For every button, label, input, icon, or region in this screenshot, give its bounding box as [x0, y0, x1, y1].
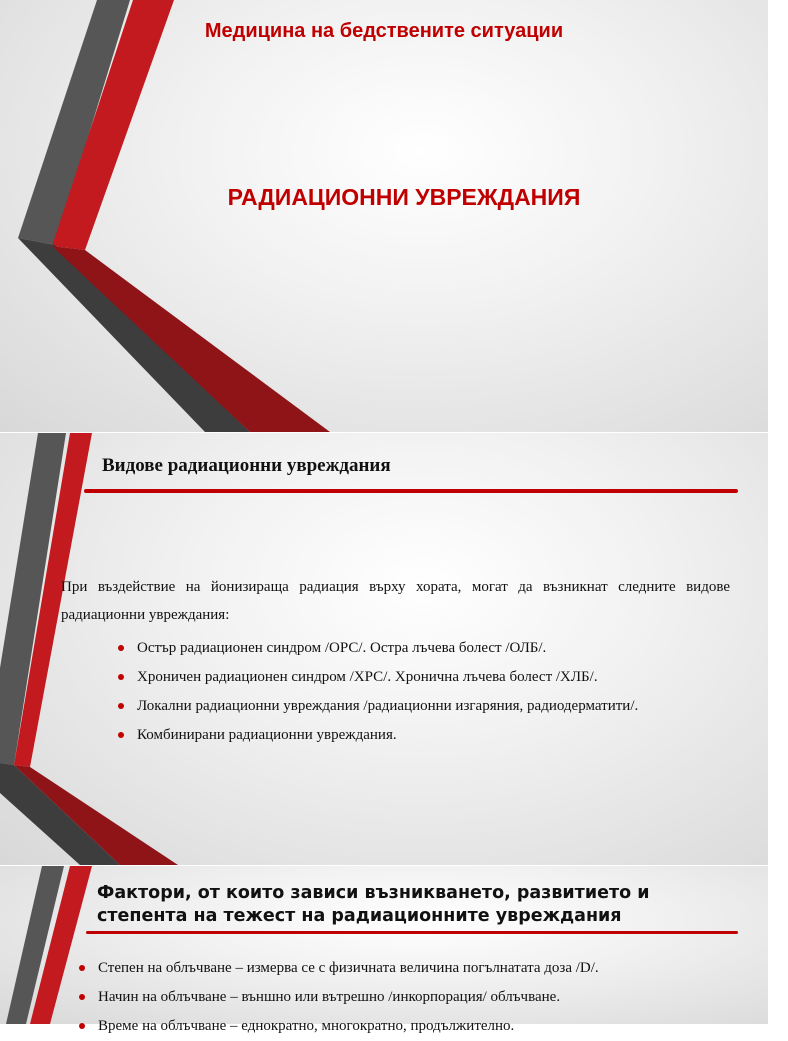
list-item: Локални радиационни увреждания /радиационни изгаряния, радиодерматити/.	[118, 692, 638, 721]
bullet-icon	[79, 1023, 85, 1029]
bullet-icon	[79, 965, 85, 971]
bullet-icon	[118, 703, 124, 709]
list-item: Комбинирани радиационни увреждания.	[118, 721, 638, 750]
list-item: Хроничен радиационен синдром /ХРС/. Хронична лъчева болест /ХЛБ/.	[118, 663, 638, 692]
list-item: Време на облъчване – еднократно, многократно, продължително.	[79, 1012, 599, 1041]
heading-underline	[84, 489, 738, 493]
decorative-stripes	[0, 0, 768, 432]
list-item: Начин на облъчване – външно или вътрешно /инкорпорация/ облъчване.	[79, 983, 599, 1012]
bullet-icon	[118, 645, 124, 651]
slide-heading	[97, 882, 649, 928]
bullet-icon	[118, 732, 124, 738]
bullet-icon	[118, 674, 124, 680]
heading-line-2: степента на тежест на радиационните увреждания	[97, 906, 622, 926]
slide-title	[0, 0, 768, 432]
list-item: Остър радиационен синдром /ОРС/. Остра лъчева болест /ОЛБ/.	[118, 634, 638, 663]
bullet-icon	[79, 994, 85, 1000]
bullet-list	[79, 954, 599, 1041]
slide-factors	[0, 866, 768, 1034]
heading-line-1: Фактори, от които зависи възникването, развитието и	[97, 883, 650, 903]
slide-subtitle: Медицина на бедствените ситуации	[204, 20, 564, 42]
slide-heading: Видове радиационни увреждания	[102, 455, 391, 476]
slide-title-heading: РАДИАЦИОННИ УВРЕЖДАНИЯ	[227, 184, 581, 210]
intro-paragraph: При въздействие на йонизираща радиация върху хората, могат да възникнат следните видове радиационни увреждания:	[61, 579, 730, 623]
bullet-list	[118, 634, 638, 750]
heading-underline	[86, 931, 738, 934]
slide-types	[0, 433, 768, 865]
list-item: Степен на облъчване – измерва се с физичната величина погълнатата доза /D/.	[79, 954, 599, 983]
